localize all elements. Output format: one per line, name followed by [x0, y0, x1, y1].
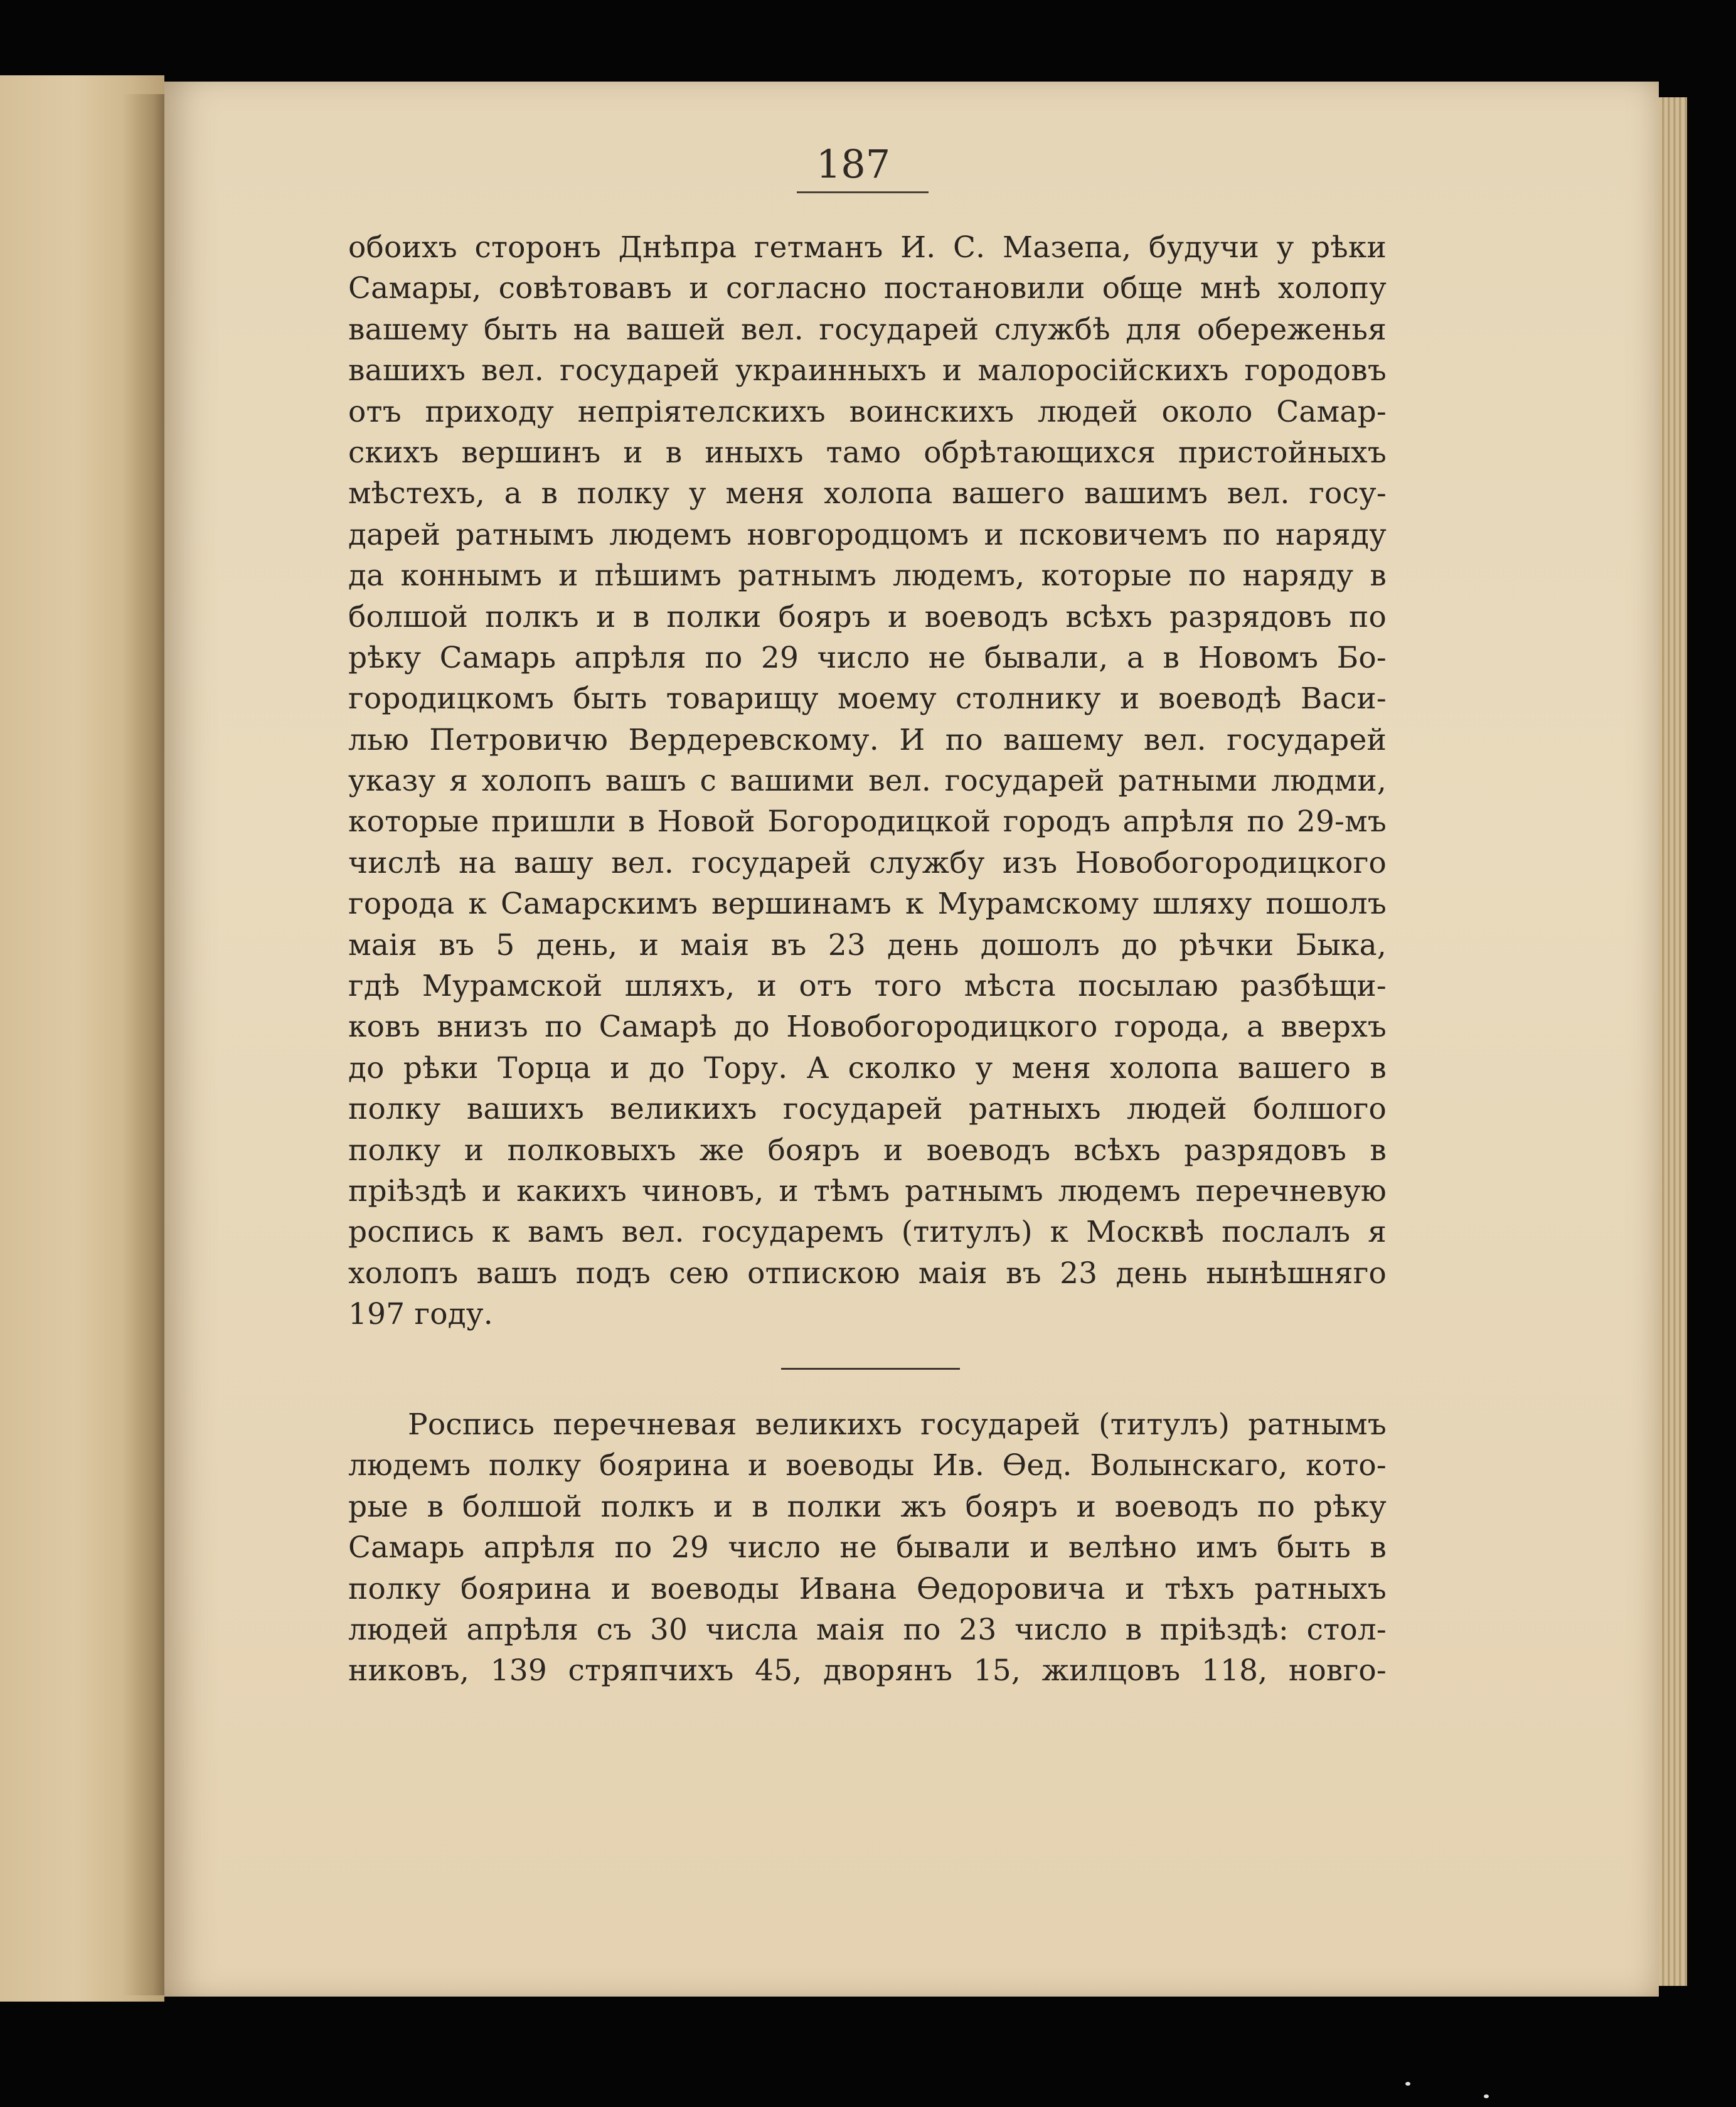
- text-line: которые пришли в Новой Богородицкой городъ апрѣля по 29-мъ: [348, 804, 1387, 840]
- text-line: скихъ вершинъ и в иныхъ тамо обрѣтающихся пристойныхъ: [348, 435, 1387, 470]
- text-line: людей апрѣля съ 30 числа маія по 23 число в пріѣздѣ: стол-: [348, 1612, 1387, 1647]
- text-line: холопъ вашъ подъ сею отпискою маія въ 23 день нынѣшняго: [348, 1256, 1387, 1291]
- text-line: вашихъ вел. государей украинныхъ и малоросійскихъ городовъ: [348, 353, 1387, 388]
- text-line: полку вашихъ великихъ государей ратныхъ людей болшого: [348, 1092, 1387, 1127]
- page-number: 187: [816, 141, 891, 187]
- text-line: до рѣки Торца и до Тору. А сколко у меня холопа вашего в: [348, 1050, 1387, 1086]
- paragraph-2: [348, 1404, 1387, 1692]
- page-edges: [1659, 97, 1687, 1986]
- text-line: лью Петровичю Вердеревскому. И по вашему вел. государей: [348, 722, 1387, 757]
- section-divider: [781, 1368, 960, 1370]
- text-line: полку и полковыхъ же бояръ и воеводъ всѣхъ разрядовъ в: [348, 1133, 1387, 1168]
- text-line: никовъ, 139 стряпчихъ 45, дворянъ 15, жилцовъ 118, новго-: [348, 1653, 1387, 1688]
- text-line: маія въ 5 день, и маія въ 23 день дошолъ до рѣчки Быка,: [348, 927, 1387, 963]
- text-line: болшой полкъ и в полки бояръ и воеводъ всѣхъ разрядовъ по: [348, 599, 1387, 634]
- text-line: да коннымъ и пѣшимъ ратнымъ людемъ, которые по наряду в: [348, 558, 1387, 594]
- dust-speck: [1405, 2082, 1410, 2086]
- text-line: городицкомъ быть товарищу моему столнику и воеводѣ Васи-: [348, 681, 1387, 717]
- text-line: Роспись перечневая великихъ государей (титулъ) ратнымъ: [408, 1407, 1387, 1442]
- text-line: города к Самарскимъ вершинамъ к Мурамскому шляху пошолъ: [348, 887, 1387, 922]
- dust-speck: [1484, 2094, 1489, 2098]
- text-line: мѣстехъ, а в полку у меня холопа вашего вашимъ вел. госу-: [348, 476, 1387, 511]
- book-gutter: [122, 94, 166, 1995]
- text-line: обоихъ сторонъ Днѣпра гетманъ И. С. Мазепа, будучи у рѣки: [348, 230, 1387, 265]
- text-line: рѣку Самарь апрѣля по 29 число не бывали, а в Новомъ Бо-: [348, 640, 1387, 675]
- text-line: полку боярина и воеводы Ивана Ѳедоровича и тѣхъ ратныхъ: [348, 1571, 1387, 1606]
- text-line: числѣ на вашу вел. государей службу изъ Новобогородицкого: [348, 845, 1387, 880]
- text-line: людемъ полку боярина и воеводы Ив. Ѳед. Волынскаго, кото-: [348, 1448, 1387, 1483]
- page-number-rule: [797, 191, 929, 193]
- text-line: отъ приходу непріятелскихъ воинскихъ людей около Самар-: [348, 394, 1387, 429]
- text-line: Самары, совѣтовавъ и согласно постановили обще мнѣ холопу: [348, 271, 1387, 306]
- text-line: роспись к вамъ вел. государемъ (титулъ) к Москвѣ послалъ я: [348, 1215, 1387, 1250]
- text-line: рые в болшой полкъ и в полки жъ бояръ и воеводъ по рѣку: [348, 1489, 1387, 1524]
- text-line: вашему быть на вашей вел. государей службѣ для обереженья: [348, 312, 1387, 347]
- text-line: ковъ внизъ по Самарѣ до Новобогородицкого города, а вверхъ: [348, 1010, 1387, 1045]
- text-line: 197 году.: [348, 1297, 493, 1332]
- paragraph-1: [348, 227, 1387, 1335]
- text-line: гдѣ Мурамской шляхъ, и отъ того мѣста посылаю разбѣщи-: [348, 969, 1387, 1004]
- text-line: Самарь апрѣля по 29 число не бывали и велѣно имъ быть в: [348, 1530, 1387, 1566]
- text-line: пріѣздѣ и какихъ чиновъ, и тѣмъ ратнымъ людемъ перечневую: [348, 1173, 1387, 1208]
- text-line: указу я холопъ вашъ с вашими вел. государей ратными людми,: [348, 764, 1387, 799]
- text-line: дарей ратнымъ людемъ новгородцомъ и псковичемъ по наряду: [348, 517, 1387, 552]
